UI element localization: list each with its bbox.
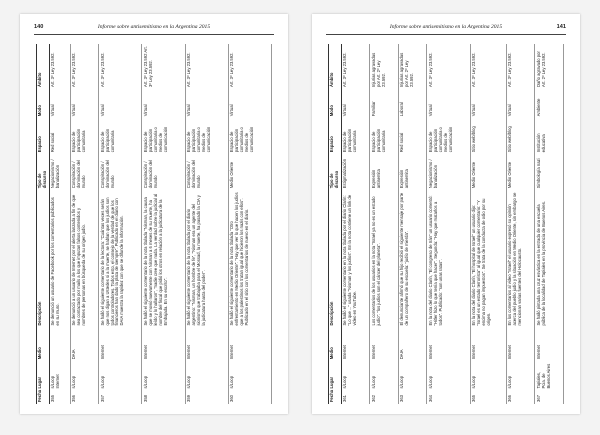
cell-fecha: 355 <box>49 391 70 405</box>
cell-desc: Se halló el siguiente comentario de la nota titulada "Nisman, la causa que se movió nuevamente con Nisman a 6 meses de su muerte, ha leído y lo hallaron", "nadie cree que nada. La verdad sobre la judicial al nombre del fiscal que pidió los otros en relación a la judicatura de la Embajada. En su escrito". <box>142 190 185 327</box>
cell-tipo: Conspiración / dominación del mundo <box>70 154 98 190</box>
column-header: Ámbito <box>329 44 342 89</box>
cell-fecha: 364 <box>427 391 470 405</box>
cell-lugar: s/Loop <box>142 361 185 390</box>
cell-ambito: Art. 3º Ley 23.592. <box>341 44 370 89</box>
cell-espacio: Sitio web/blog <box>470 118 506 154</box>
cell-espacio: Institución educativa <box>535 118 564 154</box>
cell-modo: Virtual <box>506 89 535 118</box>
cell-espacio: Espacio de participación comunitaria <box>370 118 399 154</box>
table-row <box>142 44 185 404</box>
cell-lugar: s/Loop <box>370 361 399 390</box>
cell-medio: Internet <box>427 328 470 362</box>
column-header: Fecha <box>37 391 50 405</box>
cell-tipo: Medio Oriente <box>228 154 271 190</box>
cell-tipo: Simbología nazi <box>535 154 564 190</box>
cell-modo: Virtual <box>470 89 506 118</box>
table-row <box>70 44 98 404</box>
table-row <box>370 44 399 404</box>
cell-medio: Internet <box>185 328 228 362</box>
cell-espacio: Espacio de participación comunitaria o medios de comunicación <box>142 118 185 154</box>
table-row <box>470 44 506 404</box>
cell-espacio: Red social <box>398 118 427 154</box>
cell-medio: Internet <box>341 328 370 362</box>
cell-ambito: Art. 3º Ley 23.592. <box>427 44 470 89</box>
cell-desc: Se halló el siguiente comentario de la nota titulada por el diario argentino: "Nisman, un hombre de fe", "Nisman era un agente del sionismo que trabajaba para el Mossad, la muerte, ha pasado la CIA y la judicatura hasta del poder". <box>185 190 228 327</box>
cell-fecha: 361 <box>341 391 370 405</box>
cell-tipo: Conspiración / dominación del mundo <box>185 154 228 190</box>
cell-modo: Virtual <box>341 89 370 118</box>
cell-medio: Internet <box>470 328 506 362</box>
running-title: Informe sobre antisemitismo en la Argentina 2015 <box>389 24 503 30</box>
table-header-row <box>37 44 50 404</box>
table-row <box>506 44 535 404</box>
running-title: Informe sobre antisemitismo en la Argentina 2015 <box>97 24 211 30</box>
cell-desc: Los comentarios de los usuarios en la nota "Israel ya no es un estado judío": "los judíos son el cáncer del planeta". <box>370 190 399 327</box>
page-header <box>326 24 566 35</box>
column-header: Modo <box>37 89 50 118</box>
table-row <box>185 44 228 404</box>
column-header: Lugar <box>329 361 342 390</box>
column-header: Descripción <box>37 190 50 327</box>
cell-modo: Laboral <box>398 89 427 118</box>
cell-fecha: 367 <box>535 391 564 405</box>
cell-desc: Se denunció a un usuario de Internet por el alerta lanzada a fin de que sea contactado por mails a los que imputan falsos contenidos y nombres de personas en búsqueda de su origen judío. <box>70 190 98 327</box>
cell-ambito: Art. 3º Ley 23.592 Art. 3º Ley 23.592. <box>142 44 185 89</box>
cell-tipo: Estigmatización <box>341 154 370 190</box>
cell-lugar: s/Loop <box>506 361 535 390</box>
cell-fecha: 362 <box>370 391 399 405</box>
cell-medio: DAIA <box>398 328 427 362</box>
cell-lugar: s/Loop <box>341 361 370 390</box>
cell-modo: Virtual <box>49 89 70 118</box>
cell-ambito: Art. 3º Ley 23.592. <box>470 44 506 89</box>
cell-medio: Internet <box>142 328 185 362</box>
cell-medio: Internet <box>228 328 271 362</box>
column-header: Descripción <box>329 190 342 327</box>
cell-fecha: 365 <box>470 391 506 405</box>
cell-modo: Virtual <box>142 89 185 118</box>
cell-fecha: 357 <box>99 391 142 405</box>
page-number: 141 <box>556 24 566 30</box>
column-header: Espacio <box>37 118 50 154</box>
table-row <box>398 44 427 404</box>
left-page <box>20 14 288 414</box>
cell-medio: Internet <box>535 328 564 362</box>
table-row <box>99 44 142 404</box>
cell-fecha: 360 <box>228 391 271 405</box>
page-header <box>34 24 274 35</box>
cell-desc: Se halló el siguiente comentario de la nota titulada "Otro enfrentamiento en Medio Oriente": "Hay que ver lo que hacen los judíos que a los palestinos los tratan igual que hicieron los nazis con ellos". Publicado en el sitio con los comentarios de nuevo en el diario. <box>228 190 271 327</box>
cell-desc: Se denunció un usuario de Facebook por los comentarios publicados en su muro. <box>49 190 70 327</box>
cell-desc: En los comentarios al video "Israel" el usuario expresó su opinión acerca del pueblo judío y la situación en Medio Oriente, sin embargo se mencionan varias fuentes del Holocausto. <box>506 190 535 327</box>
column-header: Fecha <box>329 391 342 405</box>
cell-ambito: Daño agravado por Art. 2º Ley 23.592. <box>535 44 564 89</box>
cell-lugar: s/Loop <box>398 361 427 390</box>
cell-espacio: Espacio de participación comunitaria o medios de comunicación <box>185 118 228 154</box>
column-header: Espacio <box>329 118 342 154</box>
cell-tipo: Conspiración / dominación del mundo <box>142 154 185 190</box>
cell-espacio: Espacio de participación comunitaria <box>99 118 142 154</box>
cell-modo: Virtual <box>70 89 98 118</box>
column-header: Medio <box>329 328 342 362</box>
cell-lugar: s/Loop Internet <box>49 361 70 390</box>
cell-modo: Virtual <box>99 89 142 118</box>
cell-tipo: Conspiración / dominación del mundo <box>99 154 142 190</box>
cell-medio: Internet <box>370 328 399 362</box>
cell-fecha: 356 <box>70 391 98 405</box>
cell-modo: Ambiente <box>535 89 564 118</box>
cell-desc: En la nota del diario Clarín, "El hospital de Israel" un usuario dijo: "Israel es un estado terrorista" al igual que cualquier comentario: "Y encima no pagan impuestos". Se trata de la conducta de odio por su origen. <box>470 190 506 327</box>
cell-ambito: Art. 3º Ley 23.592. <box>70 44 98 89</box>
cell-ambito: Injurias agravadas por Art. 2º Ley 23.592. <box>370 44 399 89</box>
cell-espacio: Red social <box>49 118 70 154</box>
right-page <box>312 14 580 414</box>
cell-medio: DAIA <box>70 328 98 362</box>
cell-tipo: Negacionismo / banalización <box>427 154 470 190</box>
column-header: Tipo de discurso <box>37 154 50 190</box>
cell-ambito: Art. 3º Ley 23.592. <box>99 44 142 89</box>
cell-desc: En la nota del diario Clarín, "El congreso de Irán" un usuario comentó: "Hitler hizo lo que tenía que hacer". Segunda: "Hay que matarlos a todos". Publicado: "son unas ratas". <box>427 190 470 327</box>
cell-lugar: Tapiales, Pcia. de Buenos Aires <box>535 361 564 390</box>
rotated-table-wrap <box>328 44 564 404</box>
incident-table <box>36 44 272 404</box>
table-body <box>49 44 271 404</box>
cell-tipo: Medio Oriente <box>506 154 535 190</box>
cell-modo: Familiar <box>370 89 399 118</box>
cell-desc: El denunciante afirmó que su hijo recibió el siguiente mensaje por parte de un compañero de su escuela: "judío de mierda". <box>398 190 427 327</box>
table-row <box>228 44 271 404</box>
cell-medio: Internet <box>506 328 535 362</box>
cell-espacio: Espacio de participación comunitaria o medios de comunicación <box>228 118 271 154</box>
cell-tipo: Negacionismo / banalización <box>49 154 70 190</box>
column-header: Lugar <box>37 361 50 390</box>
table-row <box>535 44 564 404</box>
cell-medio <box>49 328 70 362</box>
cell-modo: Virtual <box>228 89 271 118</box>
column-header: Medio <box>37 328 50 362</box>
cell-ambito: Art. 3º Ley 23.592. <box>506 44 535 89</box>
cell-ambito: Art. 3º Ley 23.592. <box>228 44 271 89</box>
cell-tipo: Expresión antisemita <box>370 154 399 190</box>
cell-lugar: s/Loop <box>185 361 228 390</box>
cell-lugar: s/Loop <box>470 361 506 390</box>
page-number: 140 <box>34 24 44 30</box>
column-header: Ámbito <box>37 44 50 89</box>
table-row <box>427 44 470 404</box>
cell-espacio: Espacio de participación comunitaria <box>341 118 370 154</box>
table-row <box>341 44 370 404</box>
cell-modo: Virtual <box>427 89 470 118</box>
cell-fecha: 363 <box>398 391 427 405</box>
cell-medio: Internet <box>99 328 142 362</box>
cell-tipo: Expresión antisemita <box>398 154 427 190</box>
cell-desc: Se halló el siguiente comentario de la lectora: "Cuántas veces serán que nos digan a Ustedes si a la muerte, se hablan que los judíos son todos controladores. Todos esto, el consejo de la verdad de que los financieros han dado la plata de siempre". Publicado en el diario con DAIA muestra la rapidez con que se difunde la información. <box>99 190 142 327</box>
incident-table <box>328 44 564 404</box>
cell-desc: Se halló pintada una cruz esvástica en la entrada de una escuela pública de la localidad de Tapiales en la provincia de Buenos Aires. <box>535 190 564 327</box>
cell-lugar: s/Loop <box>99 361 142 390</box>
cell-ambito: Art. 3º Ley 23.592. <box>49 44 70 89</box>
table-header-row <box>329 44 342 404</box>
column-header: Modo <box>329 89 342 118</box>
table-body <box>341 44 563 404</box>
cell-desc: Se halló el siguiente comentario en la nota titulada por el diario Clarín: "Lo que ..." usada "Nisman y los judíos". En la nota contiene un link de video en YouTube. <box>341 190 370 327</box>
column-header: Tipo de discurso <box>329 154 342 190</box>
cell-espacio: Sitio web/blog <box>506 118 535 154</box>
cell-espacio: Espacio de participación comunitaria o medios de comunicación <box>427 118 470 154</box>
cell-fecha: 366 <box>506 391 535 405</box>
table-row <box>49 44 70 404</box>
cell-fecha: 359 <box>185 391 228 405</box>
cell-lugar: s/Loop <box>70 361 98 390</box>
cell-modo: Virtual <box>185 89 228 118</box>
cell-lugar: s/Loop <box>427 361 470 390</box>
cell-ambito: Injurias agravadas por Art. 2º Ley 23.592. <box>398 44 427 89</box>
cell-lugar: s/Loop <box>228 361 271 390</box>
cell-fecha: 358 <box>142 391 185 405</box>
cell-espacio: Espacio de participación comunitaria <box>70 118 98 154</box>
cell-tipo: Medio Oriente <box>470 154 506 190</box>
cell-ambito: Art. 3º Ley 23.592. <box>185 44 228 89</box>
rotated-table-wrap <box>36 44 272 404</box>
